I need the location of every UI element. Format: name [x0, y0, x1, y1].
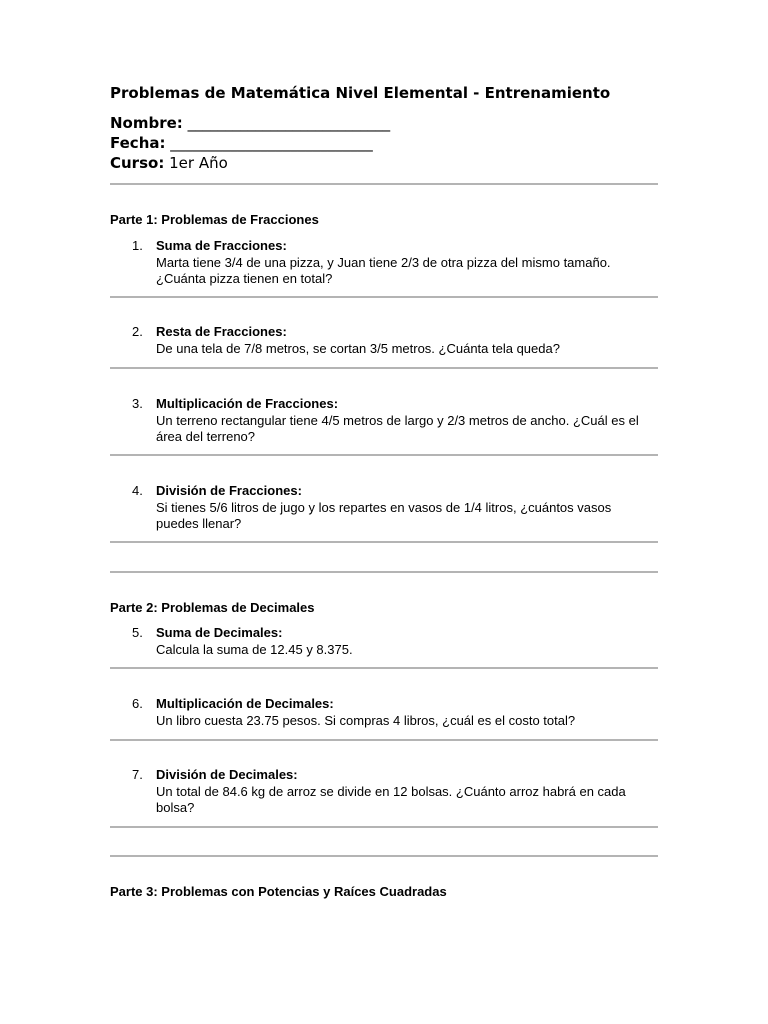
name-label: Nombre:: [110, 114, 183, 132]
name-line: [110, 114, 390, 132]
problem-number: 1.: [132, 238, 143, 253]
divider: [110, 739, 658, 741]
problem-title: División de Decimales:: [156, 767, 298, 782]
date-blank: ___________________________: [170, 134, 373, 152]
divider: [110, 826, 658, 828]
problem-text: Un terreno rectangular tiene 4/5 metros de largo y 2/3 metros de ancho. ¿Cuál es el área del terreno?: [156, 412, 639, 444]
problem-text: De una tela de 7/8 metros, se cortan 3/5 metros. ¿Cuánta tela queda?: [156, 340, 560, 356]
problem-number: 2.: [132, 324, 143, 339]
problem-title: Multiplicación de Fracciones:: [156, 396, 339, 411]
document-title: Problemas de Matemática Nivel Elemental - Entrenamiento: [110, 84, 611, 102]
problem-number: 4.: [132, 483, 143, 498]
problem-text: Marta tiene 3/4 de una pizza, y Juan tiene 2/3 de otra pizza del mismo tamaño. ¿Cuánta pizza tienen en total?: [156, 254, 611, 286]
problem-text: Un libro cuesta 23.75 pesos. Si compras 4 libros, ¿cuál es el costo total?: [156, 712, 576, 728]
divider: [110, 454, 658, 456]
name-blank: ___________________________: [187, 114, 391, 132]
divider: [110, 296, 658, 298]
problem-title: Resta de Fracciones:: [156, 324, 287, 339]
divider: [110, 667, 658, 669]
date-line: [110, 134, 373, 152]
problem-text: Un total de 84.6 kg de arroz se divide en 12 bolsas. ¿Cuánto arroz habrá en cada bolsa?: [156, 783, 626, 815]
problem-title: Multiplicación de Decimales:: [156, 696, 334, 711]
problem-title: División de Fracciones:: [156, 483, 302, 498]
divider: [110, 183, 658, 185]
problem-title: Suma de Decimales:: [156, 625, 283, 640]
problem-number: 3.: [132, 396, 143, 411]
divider: [110, 571, 658, 573]
part-2-title: Parte 2: Problemas de Decimales: [110, 600, 315, 615]
course-line: [110, 154, 228, 172]
part-1-title: Parte 1: Problemas de Fracciones: [110, 212, 319, 227]
divider: [110, 367, 658, 369]
problem-text: Si tienes 5/6 litros de jugo y los repartes en vasos de 1/4 litros, ¿cuántos vasos puedes llenar?: [156, 499, 612, 531]
problem-number: 7.: [132, 767, 143, 782]
part-3-title: Parte 3: Problemas con Potencias y Raíces Cuadradas: [110, 884, 447, 899]
problem-number: 6.: [132, 696, 143, 711]
divider: [110, 855, 658, 857]
date-label: Fecha:: [110, 134, 166, 152]
course-value: 1er Año: [169, 154, 228, 172]
course-label: Curso:: [110, 154, 165, 172]
problem-title: Suma de Fracciones:: [156, 238, 287, 253]
divider: [110, 541, 658, 543]
problem-text: Calcula la suma de 12.45 y 8.375.: [156, 641, 353, 657]
problem-number: 5.: [132, 625, 143, 640]
